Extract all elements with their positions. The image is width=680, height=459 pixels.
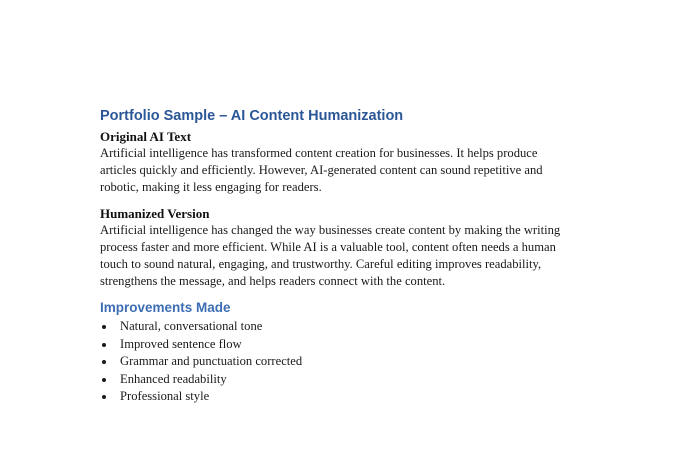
bullet-icon [102, 343, 106, 347]
original-text-paragraph [100, 145, 600, 196]
list-item: Enhanced readability [100, 371, 302, 389]
humanized-version-heading: Humanized Version [100, 206, 210, 221]
bullet-icon [102, 360, 106, 364]
bullet-icon [102, 325, 106, 329]
humanized-version-paragraph [100, 222, 600, 290]
list-item: Grammar and punctuation corrected [100, 353, 302, 371]
improvements-list [100, 318, 302, 406]
original-line-2: articles quickly and efficiently. However, AI-generated content can sound repetitive and [100, 163, 543, 177]
bullet-icon [102, 395, 106, 399]
document-title: Portfolio Sample – AI Content Humanization [100, 108, 404, 124]
list-item: Professional style [100, 388, 302, 406]
bullet-icon [102, 378, 106, 382]
humanized-line-4: strengthens the message, and helps readers connect with the content. [100, 274, 446, 288]
original-line-1: Artificial intelligence has transformed content creation for businesses. It helps produce [100, 146, 538, 160]
humanized-line-3: touch to sound natural, engaging, and trustworthy. Careful editing improves readability, [100, 257, 542, 271]
original-line-3: robotic, making it less engaging for readers. [100, 180, 322, 194]
humanized-line-1: Artificial intelligence has changed the way businesses create content by making the writing [100, 223, 561, 237]
improvements-heading: Improvements Made [100, 300, 231, 315]
original-text-heading: Original AI Text [100, 129, 192, 144]
list-item: Improved sentence flow [100, 336, 302, 354]
humanized-line-2: process faster and more efficient. While AI is a valuable tool, content often needs a human [100, 240, 556, 254]
list-item: Natural, conversational tone [100, 318, 302, 336]
